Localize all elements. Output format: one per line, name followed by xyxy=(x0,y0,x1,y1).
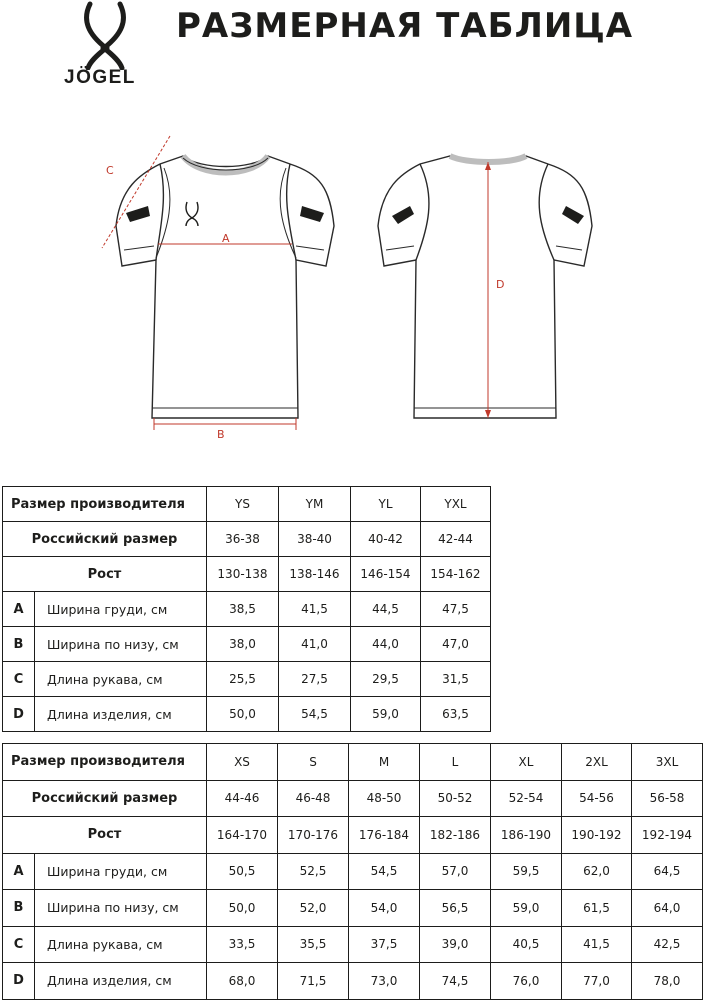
dim-b-label: B xyxy=(217,428,225,441)
table-row xyxy=(3,627,491,662)
table-row xyxy=(3,817,703,854)
measure-letter: B xyxy=(3,890,35,927)
value-cell: 57,0 xyxy=(420,853,491,890)
back-view xyxy=(378,156,592,418)
value-cell: 54,0 xyxy=(349,890,420,927)
value-cell: 62,0 xyxy=(562,853,632,890)
value-cell: 76,0 xyxy=(491,963,562,1000)
value-cell: 41,5 xyxy=(279,592,351,627)
measure-label: Длина изделия, см xyxy=(35,697,207,732)
russian-size-label: Российский размер xyxy=(3,780,207,817)
size-cell: YM xyxy=(279,487,351,522)
height-cell: 176-184 xyxy=(349,817,420,854)
value-cell: 42,5 xyxy=(632,926,703,963)
height-cell: 138-146 xyxy=(279,557,351,592)
value-cell: 27,5 xyxy=(279,662,351,697)
value-cell: 73,0 xyxy=(349,963,420,1000)
measure-letter: C xyxy=(3,662,35,697)
size-cell: 3XL xyxy=(632,744,703,781)
table-row xyxy=(3,744,703,781)
size-cell: M xyxy=(349,744,420,781)
value-cell: 61,5 xyxy=(562,890,632,927)
ru-size-cell: 56-58 xyxy=(632,780,703,817)
table-row xyxy=(3,926,703,963)
height-cell: 186-190 xyxy=(491,817,562,854)
table-row xyxy=(3,697,491,732)
value-cell: 52,5 xyxy=(278,853,349,890)
value-cell: 63,5 xyxy=(421,697,491,732)
measure-letter: B xyxy=(3,627,35,662)
value-cell: 31,5 xyxy=(421,662,491,697)
value-cell: 50,5 xyxy=(207,853,278,890)
size-cell: YL xyxy=(351,487,421,522)
value-cell: 41,5 xyxy=(562,926,632,963)
value-cell: 64,5 xyxy=(632,853,703,890)
value-cell: 37,5 xyxy=(349,926,420,963)
ru-size-cell: 44-46 xyxy=(207,780,278,817)
front-view xyxy=(116,156,334,418)
table-row xyxy=(3,890,703,927)
garment-diagram xyxy=(0,118,706,468)
measure-letter: A xyxy=(3,853,35,890)
value-cell: 77,0 xyxy=(562,963,632,1000)
value-cell: 38,5 xyxy=(207,592,279,627)
measure-label: Длина изделия, см xyxy=(35,963,207,1000)
value-cell: 59,0 xyxy=(351,697,421,732)
measure-letter: D xyxy=(3,697,35,732)
value-cell: 47,0 xyxy=(421,627,491,662)
size-cell: S xyxy=(278,744,349,781)
table-row xyxy=(3,487,491,522)
value-cell: 59,0 xyxy=(491,890,562,927)
ru-size-cell: 50-52 xyxy=(420,780,491,817)
value-cell: 50,0 xyxy=(207,697,279,732)
table-row xyxy=(3,522,491,557)
dim-c-label: C xyxy=(106,164,114,177)
measure-label: Ширина груди, см xyxy=(35,592,207,627)
dim-a-label: A xyxy=(222,232,230,245)
measure-letter: D xyxy=(3,963,35,1000)
value-cell: 68,0 xyxy=(207,963,278,1000)
ru-size-cell: 42-44 xyxy=(421,522,491,557)
table-row xyxy=(3,557,491,592)
value-cell: 59,5 xyxy=(491,853,562,890)
size-table-adult xyxy=(2,743,703,1000)
height-cell: 182-186 xyxy=(420,817,491,854)
value-cell: 39,0 xyxy=(420,926,491,963)
value-cell: 54,5 xyxy=(279,697,351,732)
size-cell: L xyxy=(420,744,491,781)
table-row xyxy=(3,780,703,817)
value-cell: 54,5 xyxy=(349,853,420,890)
value-cell: 33,5 xyxy=(207,926,278,963)
measure-label: Ширина по низу, см xyxy=(35,627,207,662)
height-label: Рост xyxy=(3,817,207,854)
dim-d-label: D xyxy=(496,278,505,291)
height-cell: 164-170 xyxy=(207,817,278,854)
russian-size-label: Российский размер xyxy=(3,522,207,557)
value-cell: 38,0 xyxy=(207,627,279,662)
value-cell: 78,0 xyxy=(632,963,703,1000)
value-cell: 47,5 xyxy=(421,592,491,627)
value-cell: 41,0 xyxy=(279,627,351,662)
size-table-kids xyxy=(2,486,491,732)
value-cell: 64,0 xyxy=(632,890,703,927)
brand-name: JÖGEL xyxy=(64,67,136,88)
value-cell: 40,5 xyxy=(491,926,562,963)
size-cell: XL xyxy=(491,744,562,781)
value-cell: 25,5 xyxy=(207,662,279,697)
height-cell: 190-192 xyxy=(562,817,632,854)
height-cell: 146-154 xyxy=(351,557,421,592)
measure-label: Ширина по низу, см xyxy=(35,890,207,927)
value-cell: 44,0 xyxy=(351,627,421,662)
table-row xyxy=(3,592,491,627)
table-row xyxy=(3,853,703,890)
measure-letter: C xyxy=(3,926,35,963)
manufacturer-size-label: Размер производителя xyxy=(3,744,207,781)
height-cell: 192-194 xyxy=(632,817,703,854)
height-cell: 154-162 xyxy=(421,557,491,592)
value-cell: 35,5 xyxy=(278,926,349,963)
measure-label: Ширина груди, см xyxy=(35,853,207,890)
table-row xyxy=(3,662,491,697)
ru-size-cell: 38-40 xyxy=(279,522,351,557)
height-cell: 170-176 xyxy=(278,817,349,854)
manufacturer-size-label: Размер производителя xyxy=(3,487,207,522)
ru-size-cell: 48-50 xyxy=(349,780,420,817)
height-cell: 130-138 xyxy=(207,557,279,592)
ru-size-cell: 46-48 xyxy=(278,780,349,817)
ru-size-cell: 36-38 xyxy=(207,522,279,557)
brand-logo xyxy=(60,0,160,92)
logo-mark-icon xyxy=(60,0,160,70)
measure-label: Длина рукава, см xyxy=(35,662,207,697)
page-title: РАЗМЕРНАЯ ТАБЛИЦА xyxy=(176,6,634,46)
size-cell: XS xyxy=(207,744,278,781)
ru-size-cell: 52-54 xyxy=(491,780,562,817)
value-cell: 44,5 xyxy=(351,592,421,627)
table-row xyxy=(3,963,703,1000)
ru-size-cell: 40-42 xyxy=(351,522,421,557)
value-cell: 29,5 xyxy=(351,662,421,697)
size-cell: YXL xyxy=(421,487,491,522)
measure-label: Длина рукава, см xyxy=(35,926,207,963)
size-cell: YS xyxy=(207,487,279,522)
value-cell: 52,0 xyxy=(278,890,349,927)
value-cell: 71,5 xyxy=(278,963,349,1000)
value-cell: 56,5 xyxy=(420,890,491,927)
value-cell: 50,0 xyxy=(207,890,278,927)
height-label: Рост xyxy=(3,557,207,592)
ru-size-cell: 54-56 xyxy=(562,780,632,817)
measure-letter: A xyxy=(3,592,35,627)
size-cell: 2XL xyxy=(562,744,632,781)
value-cell: 74,5 xyxy=(420,963,491,1000)
